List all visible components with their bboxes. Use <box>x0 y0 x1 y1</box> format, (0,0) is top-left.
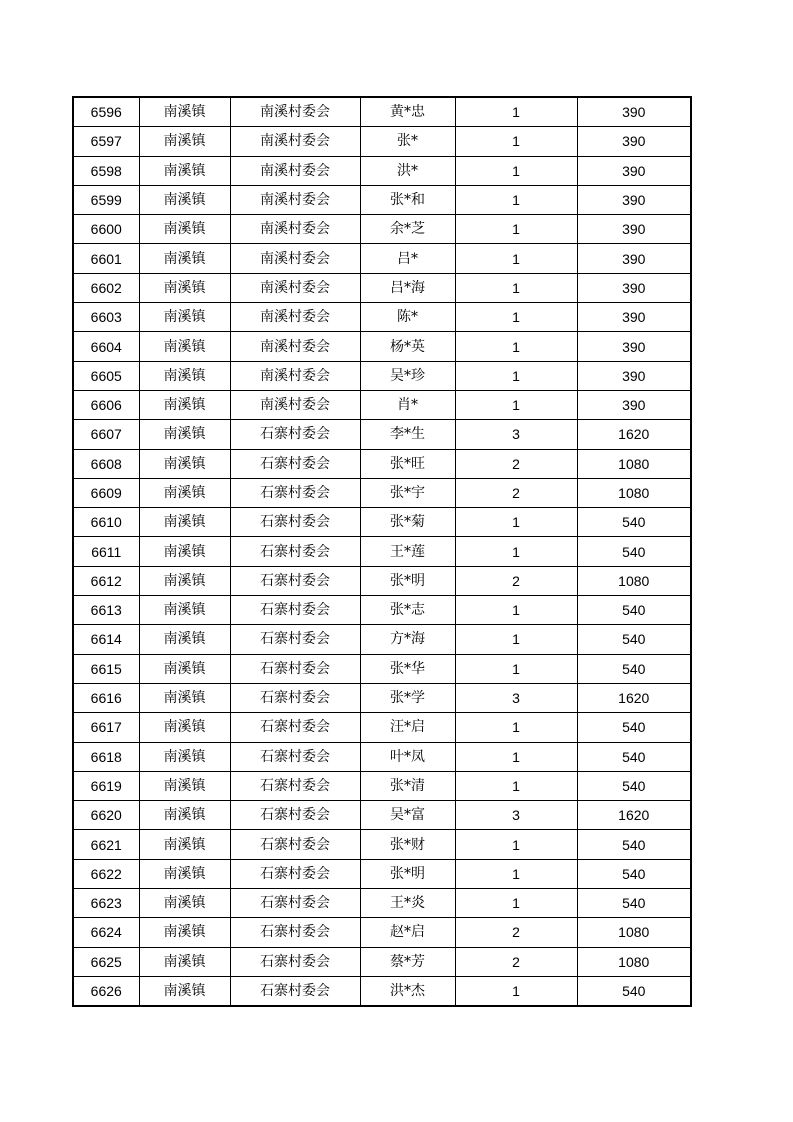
person-name-cell: 吴*富 <box>360 801 455 830</box>
village-committee-cell: 石寨村委会 <box>230 654 360 683</box>
table-row <box>73 625 691 654</box>
person-name-cell: 余*芝 <box>360 215 455 244</box>
record-number-cell: 6607 <box>73 420 139 449</box>
village-committee-cell: 石寨村委会 <box>230 771 360 800</box>
record-number-cell: 6602 <box>73 273 139 302</box>
table-row <box>73 947 691 976</box>
town-cell: 南溪镇 <box>139 332 230 361</box>
record-number-cell: 6598 <box>73 156 139 185</box>
town-cell: 南溪镇 <box>139 625 230 654</box>
count-cell: 1 <box>455 244 577 273</box>
record-number-cell: 6612 <box>73 566 139 595</box>
record-number-cell: 6600 <box>73 215 139 244</box>
count-cell: 2 <box>455 918 577 947</box>
town-cell: 南溪镇 <box>139 97 230 127</box>
village-committee-cell: 石寨村委会 <box>230 420 360 449</box>
record-number-cell: 6603 <box>73 303 139 332</box>
town-cell: 南溪镇 <box>139 801 230 830</box>
town-cell: 南溪镇 <box>139 361 230 390</box>
village-committee-cell: 石寨村委会 <box>230 537 360 566</box>
town-cell: 南溪镇 <box>139 127 230 156</box>
village-committee-cell: 南溪村委会 <box>230 390 360 419</box>
count-cell: 1 <box>455 361 577 390</box>
record-number-cell: 6618 <box>73 742 139 771</box>
count-cell: 1 <box>455 97 577 127</box>
person-name-cell: 吴*珍 <box>360 361 455 390</box>
record-number-cell: 6625 <box>73 947 139 976</box>
amount-cell: 540 <box>577 859 691 888</box>
person-name-cell: 张*华 <box>360 654 455 683</box>
table-row <box>73 449 691 478</box>
table-row <box>73 742 691 771</box>
count-cell: 1 <box>455 830 577 859</box>
town-cell: 南溪镇 <box>139 537 230 566</box>
person-name-cell: 蔡*芳 <box>360 947 455 976</box>
amount-cell: 540 <box>577 889 691 918</box>
person-name-cell: 张*财 <box>360 830 455 859</box>
record-number-cell: 6597 <box>73 127 139 156</box>
record-number-cell: 6601 <box>73 244 139 273</box>
amount-cell: 390 <box>577 303 691 332</box>
town-cell: 南溪镇 <box>139 596 230 625</box>
person-name-cell: 张*宇 <box>360 478 455 507</box>
amount-cell: 540 <box>577 625 691 654</box>
town-cell: 南溪镇 <box>139 830 230 859</box>
table-row <box>73 215 691 244</box>
person-name-cell: 吕* <box>360 244 455 273</box>
count-cell: 3 <box>455 683 577 712</box>
record-number-cell: 6626 <box>73 976 139 1006</box>
village-committee-cell: 南溪村委会 <box>230 244 360 273</box>
village-committee-cell: 石寨村委会 <box>230 801 360 830</box>
village-committee-cell: 石寨村委会 <box>230 859 360 888</box>
table-row <box>73 918 691 947</box>
record-number-cell: 6614 <box>73 625 139 654</box>
amount-cell: 1080 <box>577 566 691 595</box>
person-name-cell: 王*炎 <box>360 889 455 918</box>
person-name-cell: 张*志 <box>360 596 455 625</box>
person-name-cell: 张*和 <box>360 185 455 214</box>
village-committee-cell: 石寨村委会 <box>230 918 360 947</box>
record-number-cell: 6615 <box>73 654 139 683</box>
count-cell: 1 <box>455 859 577 888</box>
record-number-cell: 6613 <box>73 596 139 625</box>
count-cell: 1 <box>455 654 577 683</box>
town-cell: 南溪镇 <box>139 215 230 244</box>
record-number-cell: 6599 <box>73 185 139 214</box>
amount-cell: 540 <box>577 742 691 771</box>
count-cell: 2 <box>455 449 577 478</box>
village-committee-cell: 石寨村委会 <box>230 508 360 537</box>
table-row <box>73 361 691 390</box>
village-committee-cell: 南溪村委会 <box>230 361 360 390</box>
town-cell: 南溪镇 <box>139 889 230 918</box>
town-cell: 南溪镇 <box>139 859 230 888</box>
person-name-cell: 李*生 <box>360 420 455 449</box>
town-cell: 南溪镇 <box>139 156 230 185</box>
count-cell: 1 <box>455 976 577 1006</box>
table-row <box>73 332 691 361</box>
record-number-cell: 6611 <box>73 537 139 566</box>
person-name-cell: 张*学 <box>360 683 455 712</box>
village-committee-cell: 石寨村委会 <box>230 683 360 712</box>
record-number-cell: 6604 <box>73 332 139 361</box>
table-row <box>73 537 691 566</box>
village-committee-cell: 石寨村委会 <box>230 566 360 595</box>
town-cell: 南溪镇 <box>139 185 230 214</box>
count-cell: 2 <box>455 566 577 595</box>
count-cell: 1 <box>455 127 577 156</box>
table-row <box>73 127 691 156</box>
amount-cell: 390 <box>577 215 691 244</box>
village-committee-cell: 南溪村委会 <box>230 215 360 244</box>
village-committee-cell: 石寨村委会 <box>230 976 360 1006</box>
count-cell: 1 <box>455 537 577 566</box>
town-cell: 南溪镇 <box>139 478 230 507</box>
count-cell: 2 <box>455 947 577 976</box>
count-cell: 1 <box>455 889 577 918</box>
count-cell: 1 <box>455 508 577 537</box>
record-number-cell: 6596 <box>73 97 139 127</box>
amount-cell: 540 <box>577 713 691 742</box>
record-number-cell: 6608 <box>73 449 139 478</box>
town-cell: 南溪镇 <box>139 390 230 419</box>
town-cell: 南溪镇 <box>139 683 230 712</box>
village-committee-cell: 南溪村委会 <box>230 156 360 185</box>
village-committee-cell: 南溪村委会 <box>230 332 360 361</box>
village-committee-cell: 石寨村委会 <box>230 713 360 742</box>
town-cell: 南溪镇 <box>139 742 230 771</box>
table-row <box>73 859 691 888</box>
table-row <box>73 508 691 537</box>
table-row <box>73 273 691 302</box>
table-row <box>73 156 691 185</box>
table-row <box>73 713 691 742</box>
amount-cell: 1080 <box>577 449 691 478</box>
amount-cell: 540 <box>577 596 691 625</box>
village-committee-cell: 石寨村委会 <box>230 947 360 976</box>
person-name-cell: 陈* <box>360 303 455 332</box>
count-cell: 1 <box>455 215 577 244</box>
person-name-cell: 张* <box>360 127 455 156</box>
town-cell: 南溪镇 <box>139 918 230 947</box>
village-committee-cell: 石寨村委会 <box>230 830 360 859</box>
record-number-cell: 6622 <box>73 859 139 888</box>
town-cell: 南溪镇 <box>139 947 230 976</box>
amount-cell: 390 <box>577 97 691 127</box>
table-row <box>73 478 691 507</box>
count-cell: 1 <box>455 156 577 185</box>
amount-cell: 390 <box>577 244 691 273</box>
person-name-cell: 王*莲 <box>360 537 455 566</box>
person-name-cell: 张*菊 <box>360 508 455 537</box>
amount-cell: 540 <box>577 537 691 566</box>
table-row <box>73 889 691 918</box>
town-cell: 南溪镇 <box>139 654 230 683</box>
person-name-cell: 张*明 <box>360 566 455 595</box>
record-number-cell: 6606 <box>73 390 139 419</box>
amount-cell: 540 <box>577 830 691 859</box>
village-committee-cell: 南溪村委会 <box>230 97 360 127</box>
count-cell: 3 <box>455 801 577 830</box>
table-row <box>73 97 691 127</box>
person-name-cell: 张*明 <box>360 859 455 888</box>
village-committee-cell: 石寨村委会 <box>230 625 360 654</box>
amount-cell: 1620 <box>577 420 691 449</box>
village-committee-cell: 南溪村委会 <box>230 273 360 302</box>
town-cell: 南溪镇 <box>139 566 230 595</box>
table-row <box>73 244 691 273</box>
count-cell: 1 <box>455 273 577 302</box>
roster-body <box>73 97 691 1006</box>
person-name-cell: 黄*忠 <box>360 97 455 127</box>
village-committee-cell: 石寨村委会 <box>230 596 360 625</box>
count-cell: 1 <box>455 771 577 800</box>
amount-cell: 390 <box>577 332 691 361</box>
table-row <box>73 596 691 625</box>
amount-cell: 540 <box>577 771 691 800</box>
amount-cell: 1080 <box>577 918 691 947</box>
town-cell: 南溪镇 <box>139 508 230 537</box>
person-name-cell: 杨*英 <box>360 332 455 361</box>
table-row <box>73 830 691 859</box>
count-cell: 1 <box>455 185 577 214</box>
amount-cell: 1620 <box>577 801 691 830</box>
count-cell: 1 <box>455 625 577 654</box>
count-cell: 1 <box>455 390 577 419</box>
village-committee-cell: 南溪村委会 <box>230 185 360 214</box>
table-row <box>73 420 691 449</box>
person-name-cell: 张*清 <box>360 771 455 800</box>
table-row <box>73 801 691 830</box>
person-name-cell: 叶*凤 <box>360 742 455 771</box>
person-name-cell: 方*海 <box>360 625 455 654</box>
amount-cell: 1080 <box>577 478 691 507</box>
person-name-cell: 洪* <box>360 156 455 185</box>
person-name-cell: 洪*杰 <box>360 976 455 1006</box>
count-cell: 1 <box>455 713 577 742</box>
record-number-cell: 6620 <box>73 801 139 830</box>
village-committee-cell: 石寨村委会 <box>230 449 360 478</box>
count-cell: 1 <box>455 596 577 625</box>
town-cell: 南溪镇 <box>139 771 230 800</box>
table-row <box>73 566 691 595</box>
amount-cell: 540 <box>577 976 691 1006</box>
village-committee-cell: 石寨村委会 <box>230 742 360 771</box>
record-number-cell: 6623 <box>73 889 139 918</box>
person-name-cell: 吕*海 <box>360 273 455 302</box>
record-number-cell: 6605 <box>73 361 139 390</box>
record-number-cell: 6610 <box>73 508 139 537</box>
town-cell: 南溪镇 <box>139 713 230 742</box>
count-cell: 2 <box>455 478 577 507</box>
person-name-cell: 赵*启 <box>360 918 455 947</box>
town-cell: 南溪镇 <box>139 420 230 449</box>
village-committee-cell: 南溪村委会 <box>230 303 360 332</box>
amount-cell: 540 <box>577 654 691 683</box>
amount-cell: 390 <box>577 361 691 390</box>
amount-cell: 1620 <box>577 683 691 712</box>
amount-cell: 390 <box>577 127 691 156</box>
town-cell: 南溪镇 <box>139 273 230 302</box>
person-name-cell: 张*旺 <box>360 449 455 478</box>
person-name-cell: 肖* <box>360 390 455 419</box>
amount-cell: 390 <box>577 156 691 185</box>
table-row <box>73 303 691 332</box>
count-cell: 1 <box>455 742 577 771</box>
count-cell: 3 <box>455 420 577 449</box>
village-committee-cell: 南溪村委会 <box>230 127 360 156</box>
amount-cell: 390 <box>577 390 691 419</box>
table-row <box>73 976 691 1006</box>
record-number-cell: 6616 <box>73 683 139 712</box>
town-cell: 南溪镇 <box>139 976 230 1006</box>
village-committee-cell: 石寨村委会 <box>230 478 360 507</box>
record-number-cell: 6617 <box>73 713 139 742</box>
record-number-cell: 6609 <box>73 478 139 507</box>
count-cell: 1 <box>455 303 577 332</box>
record-number-cell: 6619 <box>73 771 139 800</box>
town-cell: 南溪镇 <box>139 449 230 478</box>
table-row <box>73 390 691 419</box>
record-number-cell: 6621 <box>73 830 139 859</box>
village-committee-cell: 石寨村委会 <box>230 889 360 918</box>
table-row <box>73 683 691 712</box>
roster-table <box>72 96 692 1007</box>
amount-cell: 1080 <box>577 947 691 976</box>
table-row <box>73 185 691 214</box>
amount-cell: 390 <box>577 185 691 214</box>
table-row <box>73 771 691 800</box>
count-cell: 1 <box>455 332 577 361</box>
amount-cell: 390 <box>577 273 691 302</box>
amount-cell: 540 <box>577 508 691 537</box>
person-name-cell: 汪*启 <box>360 713 455 742</box>
record-number-cell: 6624 <box>73 918 139 947</box>
town-cell: 南溪镇 <box>139 303 230 332</box>
town-cell: 南溪镇 <box>139 244 230 273</box>
table-row <box>73 654 691 683</box>
